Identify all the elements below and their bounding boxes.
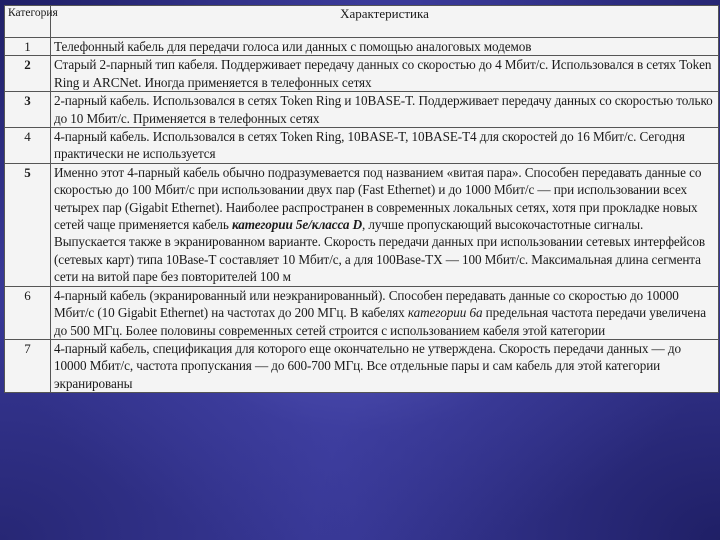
- category-description: [51, 286, 719, 339]
- table-row: [5, 339, 719, 392]
- description-text: Именно этот 4-парный кабель обычно подразумевается под названием «витая пара». Способен передавать данные со скоростью до 100 Мбит/с при использовании двух пар (Fast Ethernet) и до 1000 Мбит/с — при использовании всех четырех пар (Gigabit Ethernet). Наиболее распространен в современных локальных сетях, хотя при прокладке новых сетей чаще применяется кабель: [54, 164, 702, 233]
- category-number: 6: [5, 286, 51, 339]
- category-number: 4: [5, 128, 51, 164]
- category-description: 4-парный кабель. Использовался в сетях Token Ring, 10BASE-T, 10BASE-T4 для скоростей до 16 Мбит/с. Сегодня практически не используется: [51, 128, 719, 164]
- category-number: 3: [5, 92, 51, 128]
- category-number: 1: [5, 38, 51, 56]
- category-description: Телефонный кабель для передачи голоса или данных с помощью аналоговых модемов: [51, 38, 719, 56]
- category-emphasis: категории 5е/класса D: [232, 217, 363, 233]
- description-text: , лучше пропускающий высокочастотные сигналы. Выпускается также в экранированном варианте. Скорость передачи данных при использовании сетевых интерфейсов (сетевых карт) типа 10Base-T составляет 10 Мбит/с, а для 100Base-TX — 100 Мбит/с. Максимальная длина сегмента сети на витой паре без повторителей 100 м: [54, 217, 706, 285]
- table-row: [5, 286, 719, 339]
- table-row: [5, 56, 719, 92]
- table-row: [5, 128, 719, 164]
- category-number: 5: [5, 163, 51, 286]
- category-description: 2-парный кабель. Использовался в сетях Token Ring и 10BASE-T. Поддерживает передачу данных со скоростью только до 10 Мбит/с. Применяется в телефонных сетях: [51, 92, 719, 128]
- category-emphasis: категории 6а: [407, 305, 483, 321]
- table-header-row: [5, 6, 719, 38]
- category-description: [51, 163, 719, 286]
- category-number: 7: [5, 339, 51, 392]
- header-characteristic: Характеристика: [51, 6, 719, 38]
- description-text: предельная частота передачи увеличена до 500 МГц. Более половины современных сетей строится с использованием кабеля этой категории: [54, 305, 706, 338]
- table-row: [5, 92, 719, 128]
- table-row: [5, 38, 719, 56]
- category-description: Старый 2-парный тип кабеля. Поддерживает передачу данных со скоростью до 4 Мбит/с. Использовался в сетях Token Ring и ARCNet. Иногда применяется в телефонных сетях: [51, 56, 719, 92]
- cable-categories-table: [4, 5, 719, 393]
- header-category: Категория: [5, 6, 51, 38]
- category-number: 2: [5, 56, 51, 92]
- category-description: 4-парный кабель, спецификация для которого еще окончательно не утверждена. Скорость передачи данных — до 10000 Мбит/с, частота пропускания — до 600-700 МГц. Все отдельные пары и сам кабель для этой категории экранированы: [51, 339, 719, 392]
- description-text: 4-парный кабель (экранированный или неэкранированный). Способен передавать данные со скоростью до 10000 Мбит/с (10 Gigabit Ethernet) на частотах до 200 МГц. В кабелях: [54, 287, 679, 321]
- table-row: [5, 163, 719, 286]
